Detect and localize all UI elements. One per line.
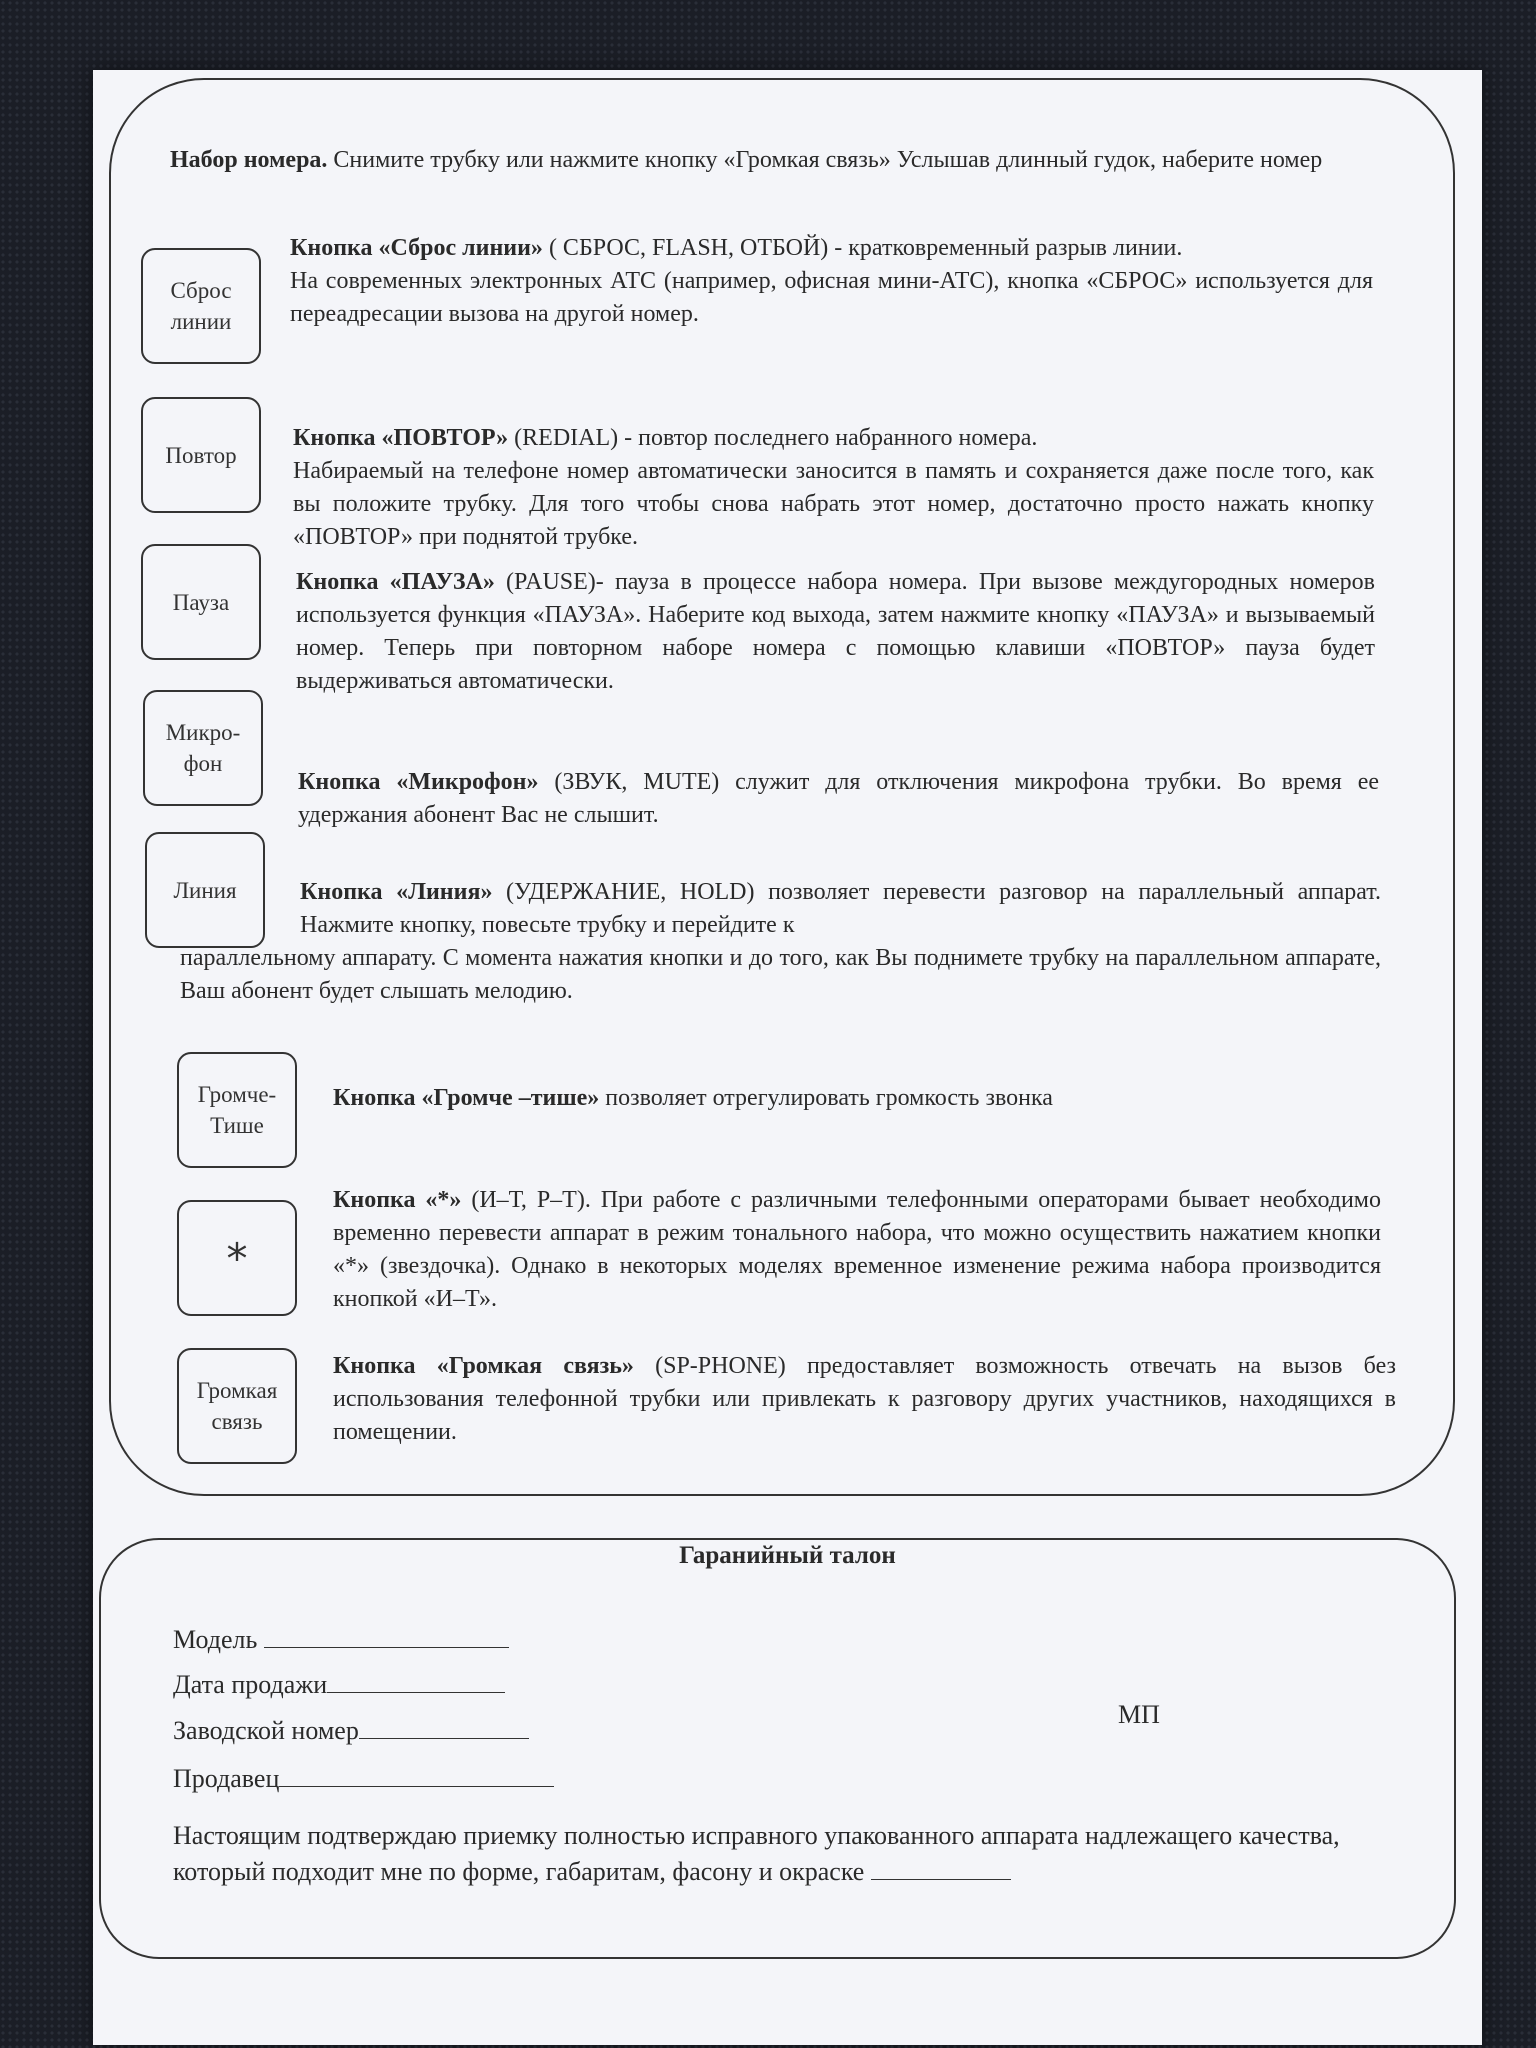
hold-title: Кнопка «Линия» — [300, 879, 493, 905]
serial-field — [173, 1716, 529, 1746]
warranty-frame — [99, 1538, 1456, 1959]
dial-paragraph — [170, 144, 1380, 177]
volume-title: Кнопка «Громче –тише» — [333, 1085, 600, 1111]
model-label: Модель — [173, 1625, 258, 1654]
sale-date-field — [173, 1670, 505, 1700]
redial-button-drawing — [141, 397, 261, 513]
flash-title: Кнопка «Сброс линии» — [290, 235, 543, 261]
pause-button-label: Пауза — [172, 589, 230, 615]
mute-title: Кнопка «Микрофон» — [298, 769, 539, 795]
volume-button-label: Громче- Тише — [197, 1082, 277, 1138]
mute-text: (ЗВУК, MUTE) служит для отключения микрофона трубки. Во время ее удержания абонент Вас не слышит. — [298, 769, 1379, 828]
hold-text: (УДЕРЖАНИЕ, HOLD) позволяет перевести разговор на параллельный аппарат. Нажмите кнопку, повесьте трубку и перейдите к — [300, 879, 1381, 938]
seller-blank-line — [279, 1764, 554, 1787]
confirmation-text: Настоящим подтверждаю приемку полностью исправного упакованного аппарата надлежащего качества, который подходит мне по форме, габаритам, фасону и окраске — [173, 1821, 1340, 1886]
model-field — [173, 1625, 509, 1655]
star-section — [333, 1184, 1381, 1316]
confirmation-statement — [173, 1818, 1413, 1890]
flash-text: ( СБРОС, FLASH, ОТБОЙ) - кратковременный разрыв линии. — [542, 235, 1183, 261]
serial-label: Заводской номер — [173, 1716, 359, 1745]
serial-blank-line — [359, 1716, 529, 1739]
flash-text-2: На современных электронных АТС (например, офисная мини-АТС), кнопка «СБРОС» используется для переадресации вызова на другой номер. — [290, 268, 1373, 327]
pause-title: Кнопка «ПАУЗА» — [296, 569, 495, 595]
pause-button-drawing — [141, 544, 261, 660]
speaker-button-label: Громкая связь — [196, 1378, 278, 1434]
hold-text-2: параллельному аппарату. С момента нажатия кнопки и до того, как Вы поднимете трубку на параллельном аппарате, Ваш абонент будет слышать мелодию. — [180, 945, 1381, 1004]
flash-button-drawing — [141, 248, 261, 364]
star-text: (И–Т, Р–Т). При работе с различными телефонными операторами бывает необходимо временно перевести аппарат в режим тонального набора, что можно осуществить нажатием кнопки «*» (звездочка). Однако в некоторых моделях временное изменение режима набора производится кнопкой «И–Т». — [333, 1187, 1381, 1312]
stamp-place-label: МП — [1118, 1700, 1160, 1729]
star-button-drawing — [177, 1200, 297, 1316]
redial-section — [293, 422, 1374, 554]
hold-button-drawing — [145, 832, 265, 948]
speaker-text: (SP-PHONE) предоставляет возможность отвечать на вызов без использования телефонной трубки или привлекать к разговору других участников, находящихся в помещении. — [333, 1353, 1396, 1445]
dial-text: Снимите трубку или нажмите кнопку «Громкая связь» Услышав длинный гудок, наберите номер — [327, 147, 1323, 173]
seller-label: Продавец — [173, 1764, 280, 1793]
dial-title: Набор номера. — [170, 147, 328, 173]
warranty-title: Гаранийный талон — [679, 1542, 896, 1569]
instruction-sheet — [93, 70, 1482, 2045]
mute-button-label: Микро- фон — [165, 720, 241, 776]
flash-section — [290, 232, 1373, 331]
pause-section — [296, 566, 1375, 698]
signature-blank-line — [871, 1857, 1011, 1880]
pause-text: (PAUSE)- пауза в процессе набора номера. При вызове междугородных номеров используется функция «ПАУЗА». Наберите код выхода, затем нажмите кнопку «ПАУЗА» и вызываемый номер. Теперь при повторном наборе номера с помощью клавиши «ПОВТОР» пауза будет выдерживаться автоматически. — [296, 569, 1375, 694]
hold-button-label: Линия — [173, 877, 237, 903]
hold-section-continued — [180, 942, 1381, 1008]
redial-button-label: Повтор — [165, 442, 237, 468]
redial-text: (REDIAL) - повтор последнего набранного номера. — [508, 425, 1038, 451]
sale-date-label: Дата продажи — [173, 1670, 328, 1699]
star-title: Кнопка «*» — [333, 1187, 462, 1213]
hold-section — [300, 876, 1381, 942]
seller-field — [173, 1764, 554, 1794]
mute-section — [298, 766, 1379, 832]
speaker-section — [333, 1350, 1396, 1449]
volume-button-drawing — [177, 1052, 297, 1168]
speaker-title: Кнопка «Громкая связь» — [333, 1353, 634, 1379]
redial-title: Кнопка «ПОВТОР» — [293, 425, 509, 451]
flash-button-label: Сброс линии — [170, 278, 232, 334]
volume-section — [333, 1082, 1383, 1115]
mute-button-drawing — [143, 690, 263, 806]
redial-text-2: Набираемый на телефоне номер автоматически заносится в память и сохраняется даже после того, как вы положите трубку. Для того чтобы снова набрать этот номер, достаточно просто нажать кнопку «ПОВТОР» при поднятой трубке. — [293, 458, 1374, 550]
volume-text: позволяет отрегулировать громкость звонка — [599, 1085, 1053, 1111]
model-blank-line — [264, 1625, 509, 1648]
sale-date-blank-line — [327, 1670, 505, 1693]
star-button-label: * — [226, 1233, 248, 1283]
speaker-button-drawing — [177, 1348, 297, 1464]
